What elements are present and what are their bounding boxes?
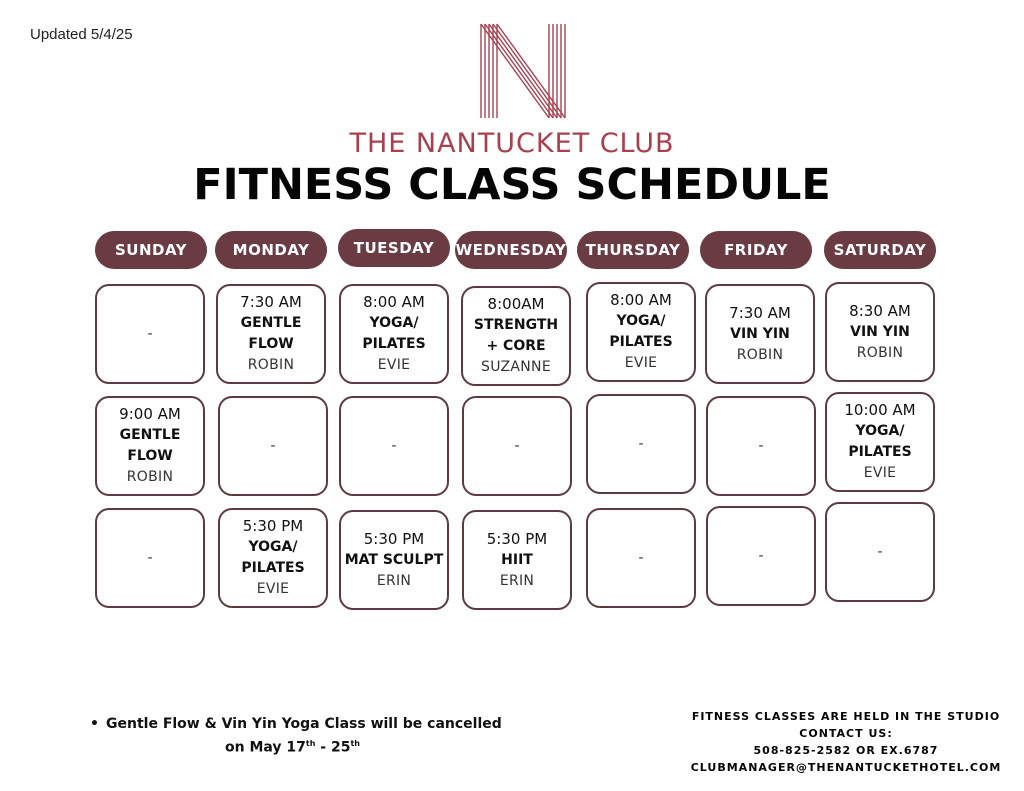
day-header-wednesday: WEDNESDAY — [455, 231, 567, 269]
class-slot-empty — [825, 502, 935, 602]
page-title: FITNESS CLASS SCHEDULE — [193, 160, 831, 210]
contact-phone: 508-825-2582 OR EX.6787 — [753, 744, 939, 757]
day-header-monday: MONDAY — [215, 231, 327, 269]
day-header-saturday: SATURDAY — [824, 231, 936, 269]
class-instructor: ROBIN — [247, 357, 295, 373]
empty-dash: - — [147, 325, 153, 342]
class-name: YOGA/ — [855, 423, 905, 439]
class-time: 5:30 PM — [242, 517, 304, 535]
class-time: 9:00 AM — [119, 405, 181, 423]
class-slot-empty — [586, 508, 696, 608]
class-slot-empty — [95, 508, 205, 608]
day-header-sunday: SUNDAY — [95, 231, 207, 269]
class-name: GENTLE — [240, 315, 302, 331]
class-slot — [825, 392, 935, 492]
note-line-2: on May 17th - 25th — [225, 739, 360, 756]
class-time: 10:00 AM — [844, 401, 916, 419]
class-instructor: ROBIN — [736, 346, 784, 363]
empty-dash: - — [270, 437, 276, 454]
day-header-thursday: THURSDAY — [577, 231, 689, 269]
cancellation-note — [90, 714, 502, 758]
class-slot-empty — [586, 394, 696, 494]
class-slot-empty — [706, 396, 816, 496]
class-instructor: EVIE — [377, 357, 411, 373]
class-name: YOGA/ — [369, 315, 419, 331]
class-name: VIN YIN — [850, 323, 910, 340]
empty-dash: - — [638, 435, 644, 452]
class-time: 8:00AM — [487, 295, 545, 313]
club-logo-n-icon — [478, 22, 568, 120]
class-slot — [339, 284, 449, 384]
class-slot — [218, 508, 328, 608]
club-name: THE NANTUCKET CLUB — [349, 128, 675, 159]
class-slot — [825, 282, 935, 382]
class-time: 7:30 AM — [729, 303, 791, 322]
class-name: PILATES — [609, 334, 673, 350]
class-instructor: ROBIN — [856, 344, 904, 361]
class-time: 8:00 AM — [610, 291, 672, 309]
class-time: 8:30 AM — [849, 301, 911, 320]
class-instructor: EVIE — [863, 465, 897, 481]
class-name: + CORE — [486, 338, 546, 354]
class-instructor: SUZANNE — [481, 359, 551, 375]
class-slot — [95, 396, 205, 496]
updated-date: Updated 5/4/25 — [30, 26, 133, 43]
class-time: 5:30 PM — [486, 529, 548, 548]
class-name: PILATES — [362, 336, 426, 352]
class-name: FLOW — [248, 336, 294, 352]
class-name: PILATES — [241, 560, 305, 576]
class-slot — [462, 510, 572, 610]
class-slot-empty — [706, 506, 816, 606]
class-name: FLOW — [127, 448, 173, 464]
class-slot — [339, 510, 449, 610]
day-header-tuesday: TUESDAY — [338, 229, 450, 267]
class-name: HIIT — [501, 551, 533, 568]
empty-dash: - — [391, 437, 397, 454]
class-name: YOGA/ — [616, 313, 666, 329]
class-instructor: EVIE — [256, 581, 290, 597]
class-slot-empty — [462, 396, 572, 496]
class-slot — [586, 282, 696, 382]
class-time: 5:30 PM — [363, 529, 425, 548]
class-name: VIN YIN — [730, 325, 790, 342]
class-name: GENTLE — [119, 427, 181, 443]
empty-dash: - — [638, 549, 644, 566]
day-header-friday: FRIDAY — [700, 231, 812, 269]
class-instructor: ROBIN — [126, 469, 174, 485]
class-slot — [705, 284, 815, 384]
class-slot-empty — [95, 284, 205, 384]
class-instructor: EVIE — [624, 355, 658, 371]
contact-studio-line: FITNESS CLASSES ARE HELD IN THE STUDIO — [691, 710, 1001, 723]
empty-dash: - — [758, 547, 764, 564]
class-name: MAT SCULPT — [344, 551, 444, 568]
class-instructor: ERIN — [376, 572, 412, 589]
bullet-icon: • — [90, 716, 99, 732]
class-slot — [216, 284, 326, 384]
class-slot-empty — [218, 396, 328, 496]
class-instructor: ERIN — [499, 572, 535, 589]
class-name: YOGA/ — [248, 539, 298, 555]
class-slot-empty — [339, 396, 449, 496]
class-time: 8:00 AM — [363, 293, 425, 311]
class-slot — [461, 286, 571, 386]
contact-heading: CONTACT US: — [799, 727, 893, 740]
class-time: 7:30 AM — [240, 293, 302, 311]
class-name: PILATES — [848, 444, 912, 460]
class-name: STRENGTH — [473, 317, 559, 333]
empty-dash: - — [147, 549, 153, 566]
contact-info — [686, 708, 1006, 776]
empty-dash: - — [514, 437, 520, 454]
contact-email: CLUBMANAGER@THENANTUCKETHOTEL.COM — [690, 761, 1002, 774]
note-line-1: Gentle Flow & Vin Yin Yoga Class will be cancelled — [106, 716, 502, 732]
empty-dash: - — [877, 543, 883, 560]
empty-dash: - — [758, 437, 764, 454]
